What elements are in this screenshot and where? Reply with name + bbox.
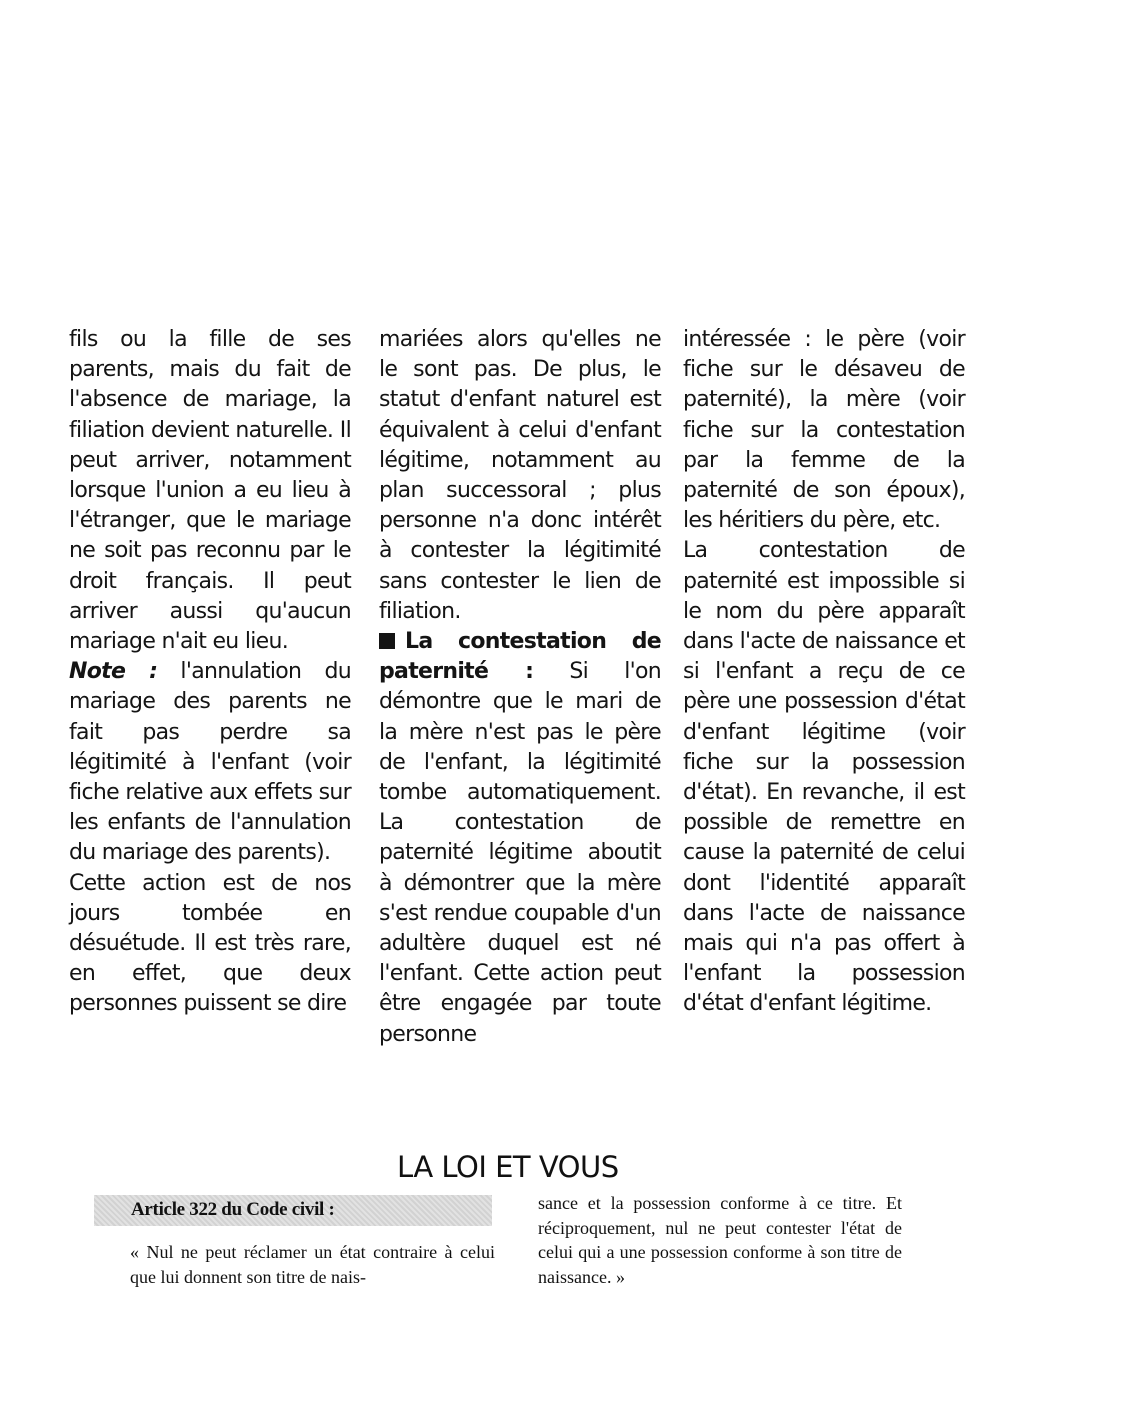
text-column-1	[69, 325, 351, 1020]
law-section-title: LA LOI ET VOUS	[397, 1150, 619, 1184]
note-label: Note :	[69, 659, 158, 685]
law-quote-right: sance et la possession conforme à ce titre. Et réciproquement, nul ne peut contester l'état de celui qui a une possession conforme à son titre de naissance. »	[538, 1193, 902, 1287]
note-paragraph	[69, 657, 351, 868]
paragraph: Cette action est de nos jours tombée en désuétude. Il est très rare, en effet, que deux personnes puissent se dire	[69, 870, 351, 1017]
article-label: Article 322 du Code civil :	[131, 1199, 335, 1220]
paragraph: mariées alors qu'elles ne le sont pas. De plus, le statut d'enfant naturel est équivalent à celui d'enfant légitime, notamment au plan successoral ; plus personne n'a donc intérêt à contester la légitimité sans contester le lien de filiation.	[379, 327, 661, 624]
section-heading: La contestation de paternité :	[379, 629, 661, 685]
law-text-left	[130, 1240, 495, 1289]
note-text: l'annulation du mariage des parents ne fait pas perdre sa légitimité à l'enfant (voir fiche relative aux effets sur les enfants de l'annulation du mariage des parents).	[69, 659, 351, 866]
text-column-2	[379, 325, 661, 1050]
article-label-box	[94, 1195, 492, 1226]
text-column-3	[683, 325, 965, 1020]
paragraph: fils ou la fille de ses parents, mais du fait de l'absence de mariage, la filiation devient naturelle. Il peut arriver, notamment lorsque l'union a eu lieu à l'étranger, que le mariage ne soit pas reconnu par le droit français. Il peut arriver aussi qu'aucun mariage n'ait eu lieu.	[69, 327, 351, 655]
section-text: Si l'on démontre que le mari de la mère n'est pas le père de l'enfant, la légitimité tombe automatiquement. La contestation de paternité légitime aboutit à démontrer que la mère s'est rendue coupable d'un adultère duquel est né l'enfant. Cette action peut être engagée par toute personne	[379, 659, 662, 1047]
paragraph: La contestation de paternité est impossible si le nom du père apparaît dans l'acte de naissance et si l'enfant a reçu de ce père une possession d'état d'enfant légitime (voir fiche sur la possession d'état). En revanche, il est possible de remettre en cause la paternité de celui dont l'identité apparaît dans l'acte de naissance mais qui n'a pas offert à l'enfant la possession d'état d'enfant légitime.	[683, 538, 965, 1017]
law-quote-left: « Nul ne peut réclamer un état contraire à celui que lui donnent son titre de nais-	[130, 1242, 495, 1287]
square-bullet-icon	[379, 633, 395, 649]
section-paragraph	[379, 627, 661, 1050]
paragraph: intéressée : le père (voir fiche sur le désaveu de paternité), la mère (voir fiche sur la contestation par la femme de la paternité de son époux), les héritiers du père, etc.	[683, 327, 965, 534]
law-text-right	[538, 1191, 902, 1289]
